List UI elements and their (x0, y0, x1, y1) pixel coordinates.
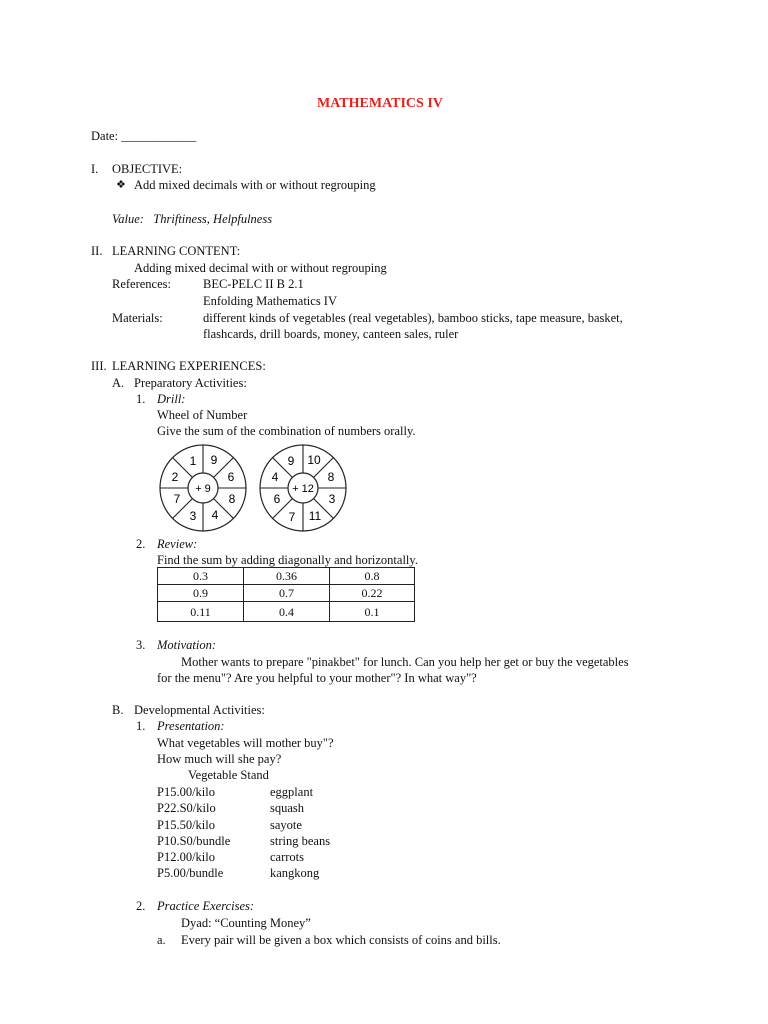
references-label: References: (112, 277, 171, 291)
wheel-center: + 9 (195, 483, 211, 495)
presentation-line: How much will she pay? (157, 752, 282, 766)
veg-name: kangkong (270, 866, 320, 880)
objective-item: Add mixed decimals with or without regrouping (134, 178, 376, 192)
review-table (157, 567, 415, 622)
motivation-line: for the menu"? Are you helpful to your mother"? In what way"? (157, 671, 477, 685)
item-number: 2. (136, 899, 146, 913)
subsection-heading: Developmental Activities: (134, 703, 265, 717)
wheel-number: 6 (227, 470, 235, 484)
section-heading-content: LEARNING CONTENT: (112, 244, 241, 258)
practice-line: Dyad: “Counting Money” (181, 916, 311, 930)
veg-name: squash (270, 801, 305, 815)
wheel-center: + 12 (292, 483, 314, 495)
item-letter: a. (157, 933, 166, 947)
table-row (158, 602, 415, 622)
veg-price: P15.50/kilo (157, 818, 215, 832)
drill-heading: Drill: (157, 392, 186, 406)
number-wheel-1 (160, 445, 246, 531)
table-cell: 0.8 (330, 568, 415, 585)
veg-price: P12.00/kilo (157, 850, 215, 864)
number-wheels (158, 443, 352, 535)
table-cell: 0.4 (244, 602, 330, 622)
wheel-number: 7 (173, 492, 181, 506)
veg-name: string beans (270, 834, 331, 848)
table-cell: 0.3 (158, 568, 244, 585)
item-number: 2. (136, 537, 146, 551)
table-cell: 0.7 (244, 585, 330, 602)
motivation-line: Mother wants to prepare "pinakbet" for lunch. Can you help her get or buy the vegetables (181, 655, 629, 669)
practice-item: Every pair will be given a box which consists of coins and bills. (181, 933, 501, 947)
subsection-letter: A. (112, 376, 125, 390)
table-row (158, 585, 415, 602)
bullet-icon: ❖ (116, 179, 126, 191)
page-title: MATHEMATICS IV (317, 96, 443, 111)
wheel-number: 9 (287, 454, 295, 468)
wheel-number: 3 (189, 509, 197, 523)
table-cell: 0.22 (330, 585, 415, 602)
wheel-number: 11 (308, 509, 322, 523)
wheel-number: 4 (271, 470, 279, 484)
wheel-number: 7 (288, 510, 296, 524)
table-cell: 0.9 (158, 585, 244, 602)
number-wheel-2 (260, 445, 346, 531)
materials-line: flashcards, drill boards, money, canteen sales, ruler (203, 327, 459, 341)
wheel-number: 3 (328, 492, 336, 506)
practice-heading: Practice Exercises: (157, 899, 255, 913)
date-line: Date: ____________ (91, 129, 197, 143)
item-number: 3. (136, 638, 146, 652)
vegetable-stand-title: Vegetable Stand (188, 768, 269, 782)
subsection-letter: B. (112, 703, 124, 717)
veg-name: carrots (270, 850, 305, 864)
wheel-number: 8 (228, 492, 236, 506)
review-line: Find the sum by adding diagonally and horizontally. (157, 553, 418, 567)
veg-price: P22.S0/kilo (157, 801, 216, 815)
table-cell: 0.1 (330, 602, 415, 622)
wheel-number: 1 (189, 454, 197, 468)
section-heading-experiences: LEARNING EXPERIENCES: (112, 359, 266, 373)
item-number: 1. (136, 392, 146, 406)
presentation-line: What vegetables will mother buy"? (157, 736, 334, 750)
content-line: Adding mixed decimal with or without regrouping (134, 261, 387, 275)
wheel-number: 4 (211, 508, 219, 522)
subsection-heading: Preparatory Activities: (134, 376, 247, 390)
veg-name: eggplant (270, 785, 314, 799)
wheel-number: 8 (327, 470, 335, 484)
reference-item: Enfolding Mathematics IV (203, 294, 337, 308)
wheel-number: 9 (210, 453, 218, 467)
motivation-heading: Motivation: (157, 638, 217, 652)
table-row (158, 568, 415, 585)
section-number: II. (91, 244, 103, 258)
wheel-number: 10 (307, 453, 321, 467)
item-number: 1. (136, 719, 146, 733)
table-cell: 0.36 (244, 568, 330, 585)
drill-line: Give the sum of the combination of numbers orally. (157, 424, 416, 438)
review-heading: Review: (157, 537, 198, 551)
table-cell: 0.11 (158, 602, 244, 622)
objective-value: Value: Thriftiness, Helpfulness (112, 212, 273, 226)
wheel-number: 2 (171, 470, 179, 484)
reference-item: BEC-PELC II B 2.1 (203, 277, 304, 291)
materials-label: Materials: (112, 311, 163, 325)
drill-line: Wheel of Number (157, 408, 248, 422)
section-heading-objective: OBJECTIVE: (112, 162, 183, 176)
veg-name: sayote (270, 818, 302, 832)
wheel-number: 6 (273, 492, 281, 506)
section-number: III. (91, 359, 107, 373)
veg-price: P15.00/kilo (157, 785, 215, 799)
veg-price: P10.S0/bundle (157, 834, 231, 848)
presentation-heading: Presentation: (157, 719, 225, 733)
materials-line: different kinds of vegetables (real vegetables), bamboo sticks, tape measure, basket, (203, 311, 623, 325)
section-number: I. (91, 162, 99, 176)
veg-price: P5.00/bundle (157, 866, 224, 880)
